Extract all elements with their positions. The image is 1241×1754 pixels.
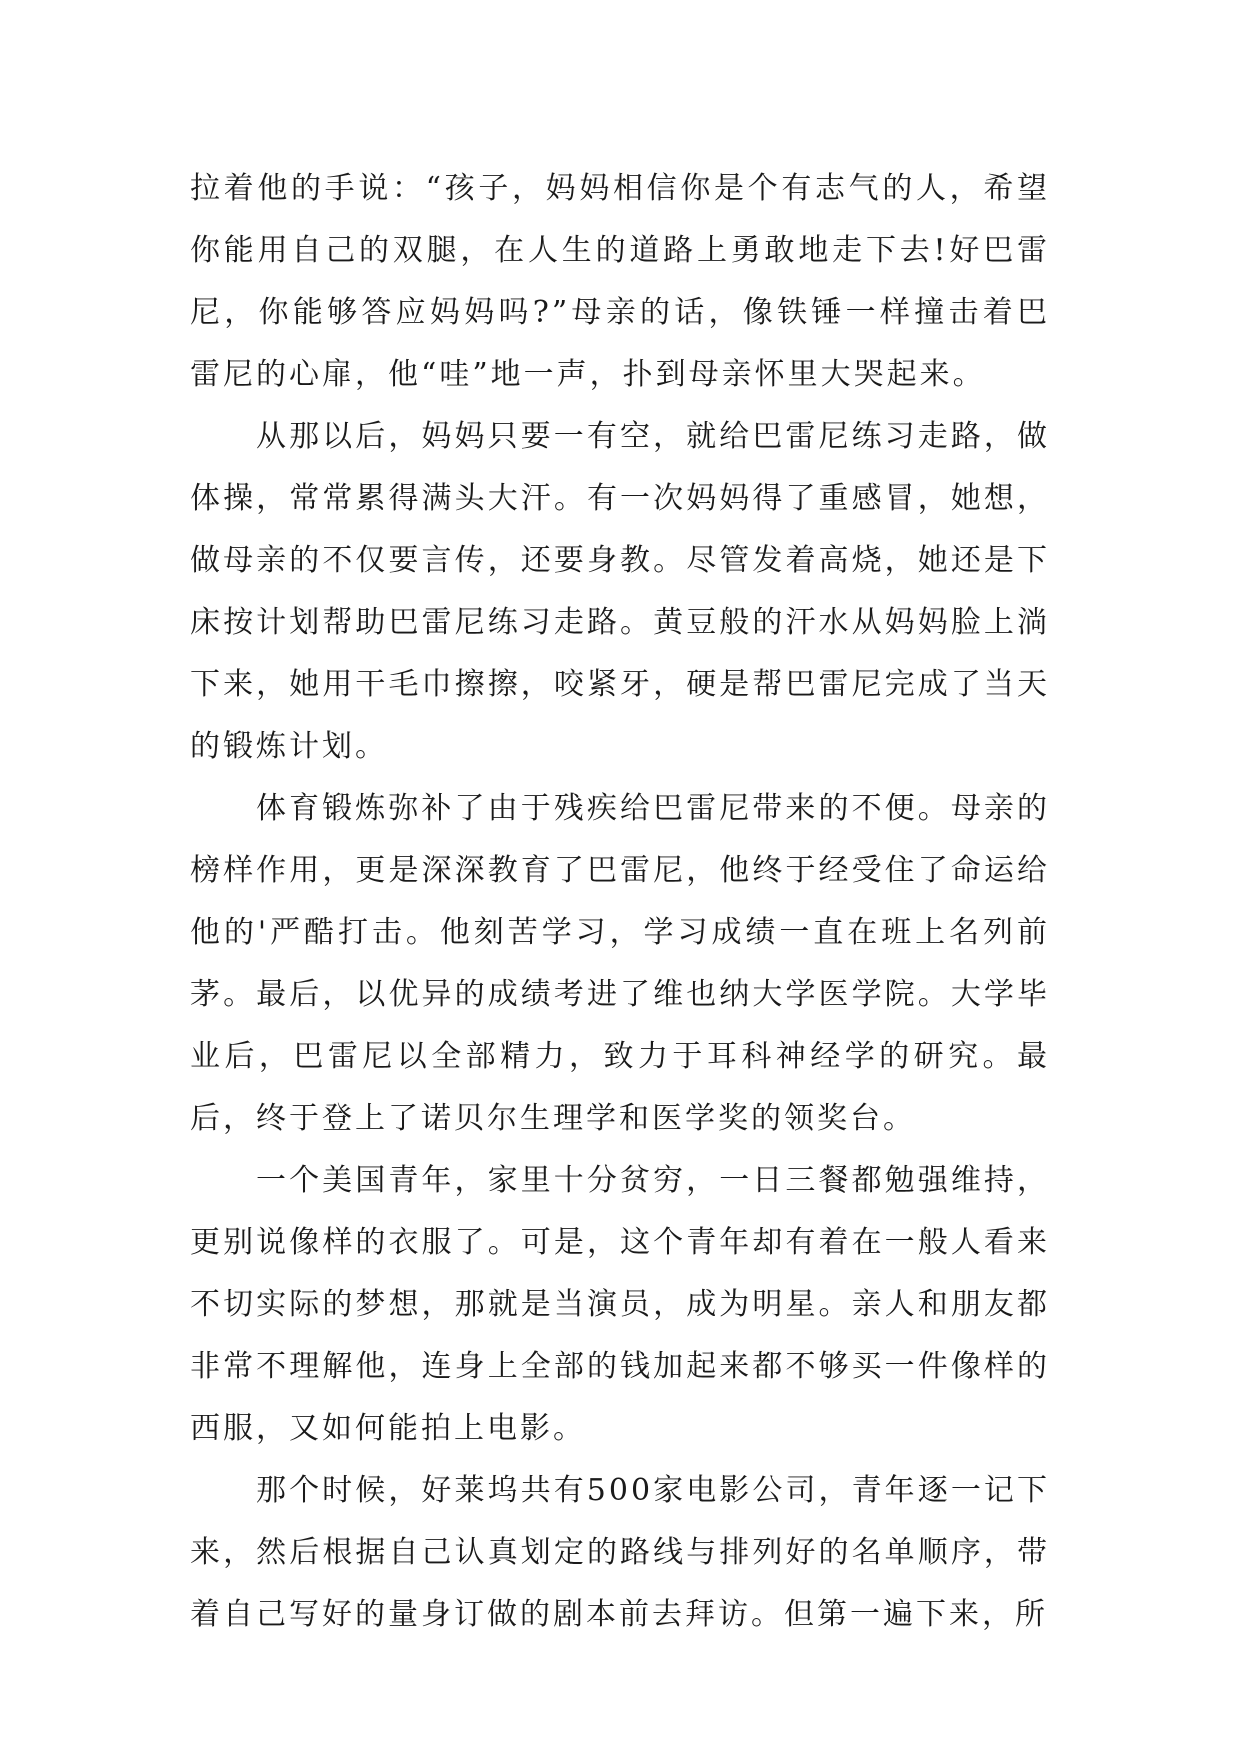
paragraph-3: 体育锻炼弥补了由于残疾给巴雷尼带来的不便。母亲的榜样作用，更是深深教育了巴雷尼，他终于经受住了命运给他的'严酷打击。他刻苦学习，学习成绩一直在班上名列前茅。最后，以优异的成绩考进了维也纳大学医学院。大学毕业后，巴雷尼以全部精力，致力于耳科神经学的研究。最后，终于登上了诺贝尔生理学和医学奖的领奖台。 bbox=[190, 791, 1050, 1136]
paragraph-1: 拉着他的手说：“孩子，妈妈相信你是个有志气的人，希望你能用自己的双腿，在人生的道路上勇敢地走下去!好巴雷尼，你能够答应妈妈吗?”母亲的话，像铁锤一样撞击着巴雷尼的心扉，他“哇”地一声，扑到母亲怀里大哭起来。 bbox=[190, 171, 1050, 392]
paragraph-4: 一个美国青年，家里十分贫穷，一日三餐都勉强维持，更别说像样的衣服了。可是，这个青年却有着在一般人看来不切实际的梦想，那就是当演员，成为明星。亲人和朋友都非常不理解他，连身上全部的钱加起来都不够买一件像样的西服，又如何能拍上电影。 bbox=[190, 1163, 1050, 1446]
paragraph-2: 从那以后，妈妈只要一有空，就给巴雷尼练习走路，做体操，常常累得满头大汗。有一次妈妈得了重感冒，她想，做母亲的不仅要言传，还要身教。尽管发着高烧，她还是下床按计划帮助巴雷尼练习走路。黄豆般的汗水从妈妈脸上淌下来，她用干毛巾擦擦，咬紧牙，硬是帮巴雷尼完成了当天的锻炼计划。 bbox=[190, 419, 1050, 764]
paragraph-5: 那个时候，好莱坞共有500家电影公司，青年逐一记下来，然后根据自己认真划定的路线与排列好的名单顺序，带着自己写好的量身订做的剧本前去拜访。但第一遍下来，所 bbox=[190, 1473, 1050, 1632]
body-text bbox=[190, 158, 1050, 1646]
